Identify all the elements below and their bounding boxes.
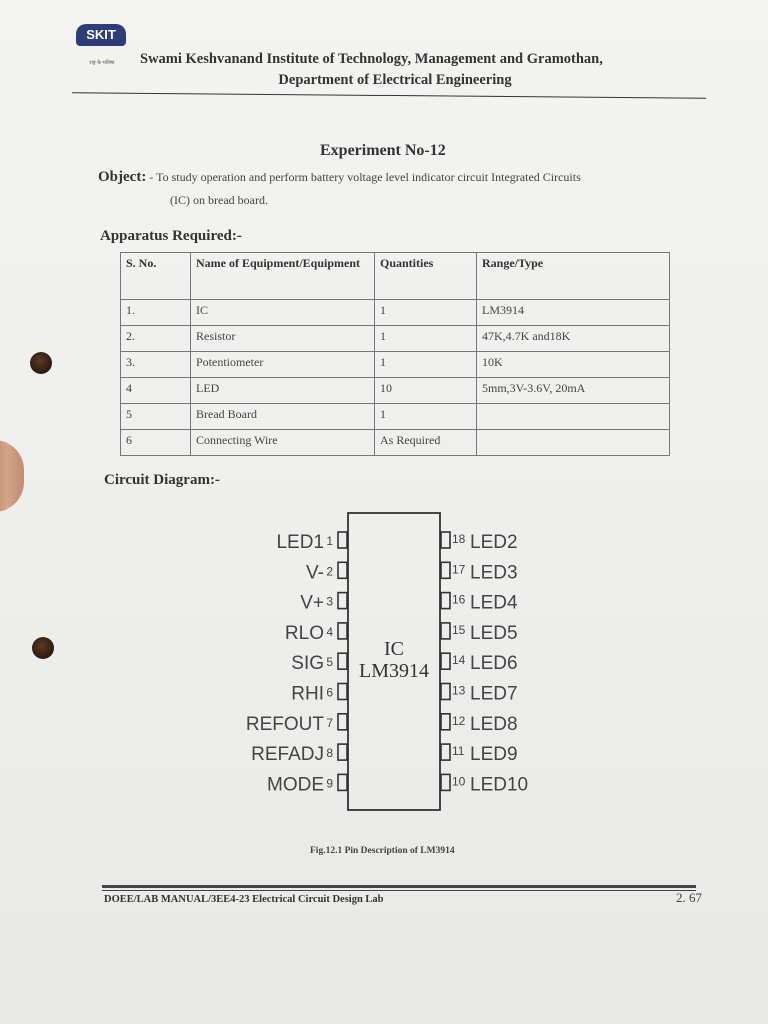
cell-quantity: 1 xyxy=(375,300,477,326)
pin-number-left: 9 xyxy=(326,776,333,791)
table-row xyxy=(121,378,670,404)
header-quantities: Quantities xyxy=(375,253,477,300)
pin-number-left: 4 xyxy=(326,624,333,639)
cell-sno: 1. xyxy=(121,300,191,326)
cell-quantity: 10 xyxy=(375,378,477,404)
pin-name-right: LED10 xyxy=(470,774,529,796)
pin-pad-right xyxy=(441,653,450,669)
pin-name-right: LED6 xyxy=(470,653,518,675)
pin-name-left: V- xyxy=(306,562,324,584)
header-rule xyxy=(72,92,706,99)
table-row xyxy=(121,326,670,352)
department-name: Department of Electrical Engineering xyxy=(278,72,512,88)
cell-range xyxy=(477,404,670,430)
pin-pad-right xyxy=(441,714,450,730)
pin-name-right: LED4 xyxy=(470,592,518,614)
pin-pad-right xyxy=(441,562,450,578)
pin-pad-right xyxy=(441,744,450,760)
pin-name-right: LED9 xyxy=(470,744,518,766)
experiment-title: Experiment No-12 xyxy=(320,142,446,159)
cell-sno: 3. xyxy=(121,352,191,378)
table-row xyxy=(121,352,670,378)
pin-pad-left xyxy=(338,593,347,609)
institute-logo xyxy=(72,20,132,78)
cell-quantity: As Required xyxy=(375,430,477,456)
pin-pad-right xyxy=(441,623,450,639)
pin-pad-right xyxy=(441,684,450,700)
pin-name-left: REFADJ xyxy=(251,744,324,766)
pin-number-left: 6 xyxy=(326,685,333,700)
object-label: Object: xyxy=(98,169,147,185)
logo-badge: SKIT xyxy=(76,24,126,46)
circuit-heading: Circuit Diagram:- xyxy=(104,472,220,488)
pin-pad-left xyxy=(338,562,347,578)
pin-pad-left xyxy=(338,532,347,548)
pin-number-left: 5 xyxy=(326,655,333,670)
footer-page-number: 2. 67 xyxy=(676,890,702,905)
object-line-1: - To study operation and perform battery voltage level indicator circuit Integrated Circuits xyxy=(149,170,581,184)
pin-pad-right xyxy=(441,532,450,548)
object-line-2: (IC) on bread board. xyxy=(170,193,268,207)
cell-range xyxy=(477,430,670,456)
pin-number-right: 17 xyxy=(452,562,466,577)
apparatus-heading: Apparatus Required:- xyxy=(100,228,242,244)
institute-name: Swami Keshvanand Institute of Technology, Management and Gramothan, xyxy=(140,51,603,67)
cell-sno: 6 xyxy=(121,430,191,456)
figure-caption: Fig.12.1 Pin Description of LM3914 xyxy=(310,846,455,856)
footer-rule-thin xyxy=(102,890,696,891)
left-pins xyxy=(246,532,347,795)
footer-manual: DOEE/LAB MANUAL/3EE4-23 Electrical Circuit Design Lab xyxy=(104,894,384,905)
punch-hole-bottom xyxy=(32,637,54,659)
pin-number-left: 3 xyxy=(326,594,333,609)
pin-name-right: LED3 xyxy=(470,562,518,584)
cell-name: LED xyxy=(191,378,375,404)
pin-number-right: 10 xyxy=(452,774,466,789)
header-name: Name of Equipment/Equipment xyxy=(191,253,375,300)
pin-number-right: 11 xyxy=(452,744,465,759)
cell-name: IC xyxy=(191,300,375,326)
pin-number-left: 7 xyxy=(326,715,333,730)
pin-number-right: 14 xyxy=(452,653,466,668)
pin-number-right: 18 xyxy=(452,532,466,546)
pin-name-left: RLO xyxy=(284,622,324,644)
cell-sno: 2. xyxy=(121,326,191,352)
cell-quantity: 1 xyxy=(375,352,477,378)
pin-name-right: LED7 xyxy=(470,683,518,705)
cell-range: 5mm,3V-3.6V, 20mA xyxy=(477,378,670,404)
cell-quantity: 1 xyxy=(375,404,477,430)
pin-number-left: 2 xyxy=(326,564,333,579)
pin-number-right: 12 xyxy=(452,713,466,728)
table-row xyxy=(121,404,670,430)
finger-holding-page xyxy=(0,440,24,512)
header-range: Range/Type xyxy=(477,253,670,300)
pin-name-left: V+ xyxy=(300,592,324,614)
cell-quantity: 1 xyxy=(375,326,477,352)
pin-name-left: MODE xyxy=(267,774,324,796)
table-row xyxy=(121,300,670,326)
pin-number-right: 15 xyxy=(452,622,466,637)
pin-pad-left xyxy=(338,774,347,790)
pin-name-left: LED1 xyxy=(276,532,324,553)
pin-pad-left xyxy=(338,714,347,730)
apparatus-table xyxy=(120,252,670,456)
cell-sno: 5 xyxy=(121,404,191,430)
cell-range: 47K,4.7K and18K xyxy=(477,326,670,352)
pin-name-left: RHI xyxy=(291,683,324,705)
logo-tagline: राष्ट्र के भविष्य xyxy=(89,60,115,66)
pin-pad-left xyxy=(338,744,347,760)
pin-pad-left xyxy=(338,653,347,669)
pin-name-right: LED5 xyxy=(470,622,518,644)
cell-name: Connecting Wire xyxy=(191,430,375,456)
pin-name-right: LED2 xyxy=(470,532,518,553)
cell-range: LM3914 xyxy=(477,300,670,326)
cell-range: 10K xyxy=(477,352,670,378)
object-statement xyxy=(98,164,698,210)
header-sno: S. No. xyxy=(121,253,191,300)
pin-number-right: 16 xyxy=(452,592,466,607)
pin-pad-right xyxy=(441,593,450,609)
table-row xyxy=(121,430,670,456)
pin-name-right: LED8 xyxy=(470,713,518,735)
ic-part-number: LM3914 xyxy=(359,660,429,682)
pin-number-left: 1 xyxy=(326,534,333,548)
punch-hole-top xyxy=(30,352,52,374)
pin-number-left: 8 xyxy=(326,746,333,761)
ic-label: IC xyxy=(384,638,404,660)
footer-rule-thick xyxy=(102,885,696,888)
cell-name: Bread Board xyxy=(191,404,375,430)
lm3914-pin-diagram xyxy=(230,505,570,825)
pin-pad-left xyxy=(338,684,347,700)
pin-name-left: SIG xyxy=(291,653,324,675)
pin-number-right: 13 xyxy=(452,683,466,698)
cell-name: Resistor xyxy=(191,326,375,352)
pin-pad-left xyxy=(338,623,347,639)
right-pins xyxy=(441,532,528,795)
cell-sno: 4 xyxy=(121,378,191,404)
table-header-row xyxy=(121,253,670,300)
pin-pad-right xyxy=(441,774,450,790)
pin-name-left: REFOUT xyxy=(245,713,324,735)
cell-name: Potentiometer xyxy=(191,352,375,378)
